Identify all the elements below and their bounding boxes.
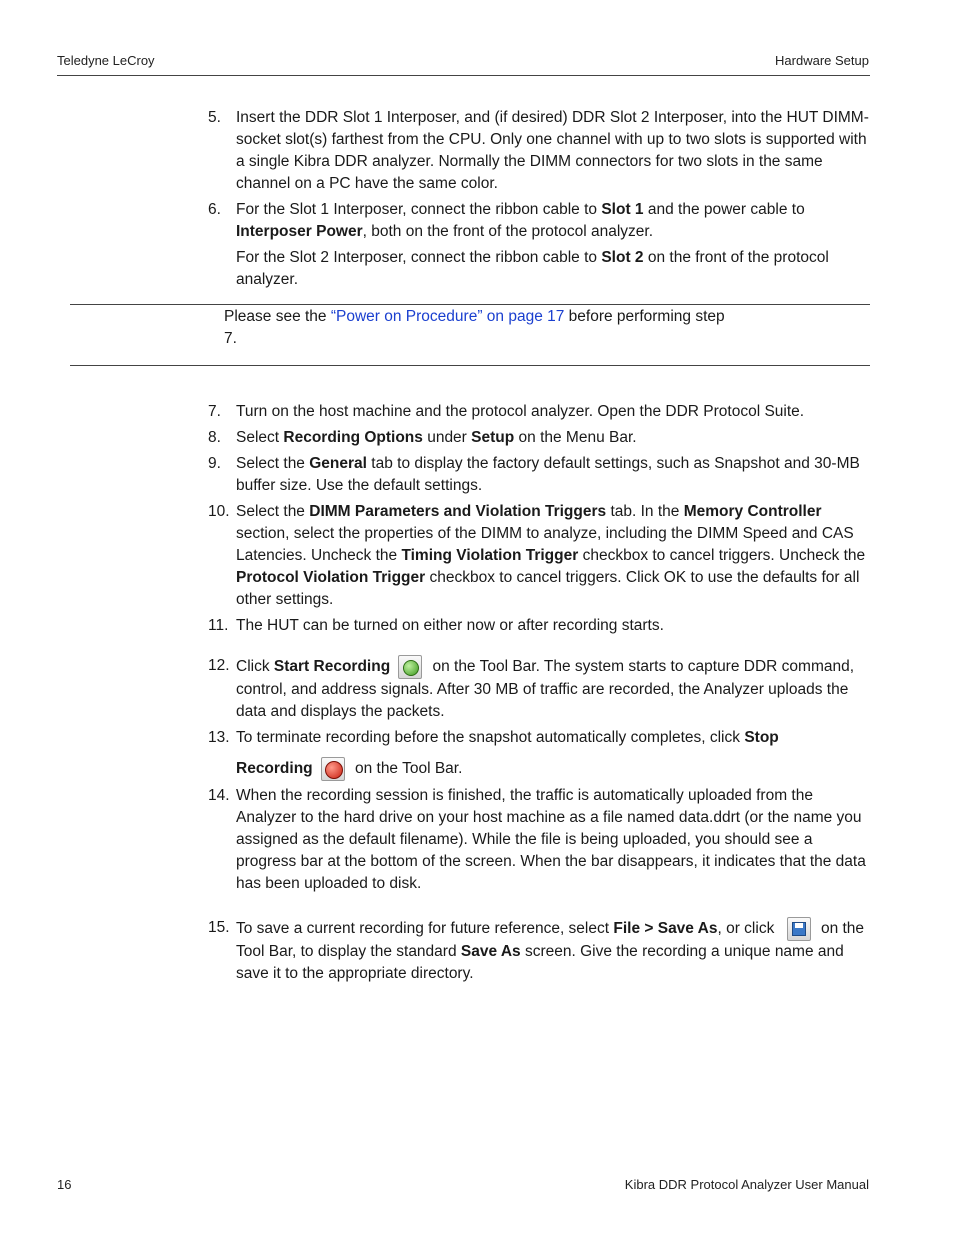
step-number: 13. (208, 729, 230, 746)
step-text: The HUT can be turned on either now or after recording starts. (236, 617, 664, 634)
step-8 (208, 427, 870, 449)
step-text: Turn on the host machine and the protocol analyzer. Open the DDR Protocol Suite. (236, 403, 805, 420)
header-right: Hardware Setup (775, 53, 869, 68)
note-top-rule (70, 304, 870, 305)
step-text: To terminate recording before the snapshot automatically completes, click Stop (236, 729, 779, 746)
note-bottom-rule (70, 365, 870, 366)
step-number: 10. (208, 503, 230, 520)
step-text: Select the DIMM Parameters and Violation Triggers tab. In the Memory Controller section, select the properties of the DIMM to analyze, including the DIMM Speed and CAS Latencies. Uncheck the Timing Violation Trigger checkbox to cancel triggers. Uncheck the Protocol Violation Trigger checkbox to cancel triggers. Click OK to use the defaults for all other settings. (236, 503, 866, 608)
step-10 (208, 501, 870, 611)
step-subparagraph: For the Slot 2 Interposer, connect the ribbon cable to Slot 2 on the front of the protocol analyzer. (236, 249, 829, 288)
start-recording-icon[interactable] (398, 655, 422, 679)
steps-list-b (208, 401, 870, 641)
step-7 (208, 401, 870, 423)
step-number: 12. (208, 657, 230, 674)
step-number: 5. (208, 109, 221, 126)
step-15 (208, 917, 870, 985)
step-number: 11. (208, 617, 229, 634)
header-divider (57, 75, 870, 76)
note-text: Please see the “Power on Procedure” on page 17 before performing step 7. (224, 308, 725, 347)
header-left: Teledyne LeCroy (57, 53, 155, 68)
step-text-continued: Recording on the Tool Bar. (236, 757, 870, 781)
step-number: 7. (208, 403, 221, 420)
power-on-procedure-link[interactable]: “Power on Procedure” on page 17 (330, 308, 565, 325)
step-number: 8. (208, 429, 221, 446)
stop-recording-icon[interactable] (321, 757, 345, 781)
page-number: 16 (57, 1177, 72, 1192)
step-text: To save a current recording for future reference, select File > Save As, or click on the Tool Bar, to display the standard Save As screen. Give the recording a unique name and save it to the appropriate directory. (236, 920, 864, 982)
step-text: Select the General tab to display the factory default settings, such as Snapshot and 30-MB buffer size. Use the default settings. (236, 455, 860, 494)
step-11 (208, 615, 870, 637)
step-13 (208, 727, 870, 781)
step-text: Click Start Recording on the Tool Bar. The system starts to capture DDR command, control, and address signals. After 30 MB of traffic are recorded, the Analyzer uploads the data and displays the packets. (236, 658, 854, 720)
steps-list-a (208, 107, 870, 295)
step-6 (208, 199, 870, 291)
step-number: 14. (208, 787, 230, 804)
save-icon[interactable] (787, 917, 811, 941)
step-number: 15. (208, 919, 230, 936)
step-number: 9. (208, 455, 221, 472)
step-text: When the recording session is finished, the traffic is automatically uploaded from the Analyzer to the hard drive on your host machine as a file named data.ddrt (or the name you assigned as the default filename). While the file is being uploaded, you should see a progress bar at the bottom of the screen. When the bar disappears, it indicates that the data has been uploaded to disk. (236, 787, 866, 892)
footer-title: Kibra DDR Protocol Analyzer User Manual (624, 1177, 869, 1192)
step-9 (208, 453, 870, 497)
step-14 (208, 785, 870, 895)
step-text: For the Slot 1 Interposer, connect the ribbon cable to Slot 1 and the power cable to Interposer Power, both on the front of the protocol analyzer. (236, 201, 805, 240)
step-12 (208, 655, 870, 723)
step-number: 6. (208, 201, 221, 218)
step-text: Select Recording Options under Setup on the Menu Bar. (236, 429, 637, 446)
step-text: Insert the DDR Slot 1 Interposer, and (if desired) DDR Slot 2 Interposer, into the HUT DIMM-socket slot(s) farthest from the CPU. Only one channel with up to two slots is supported with a single Kibra DDR analyzer. Normally the DIMM connectors for two slots in the same channel on a PC have the same color. (236, 109, 869, 192)
steps-list-d (208, 917, 870, 989)
steps-list-c (208, 655, 870, 899)
step-5 (208, 107, 870, 195)
